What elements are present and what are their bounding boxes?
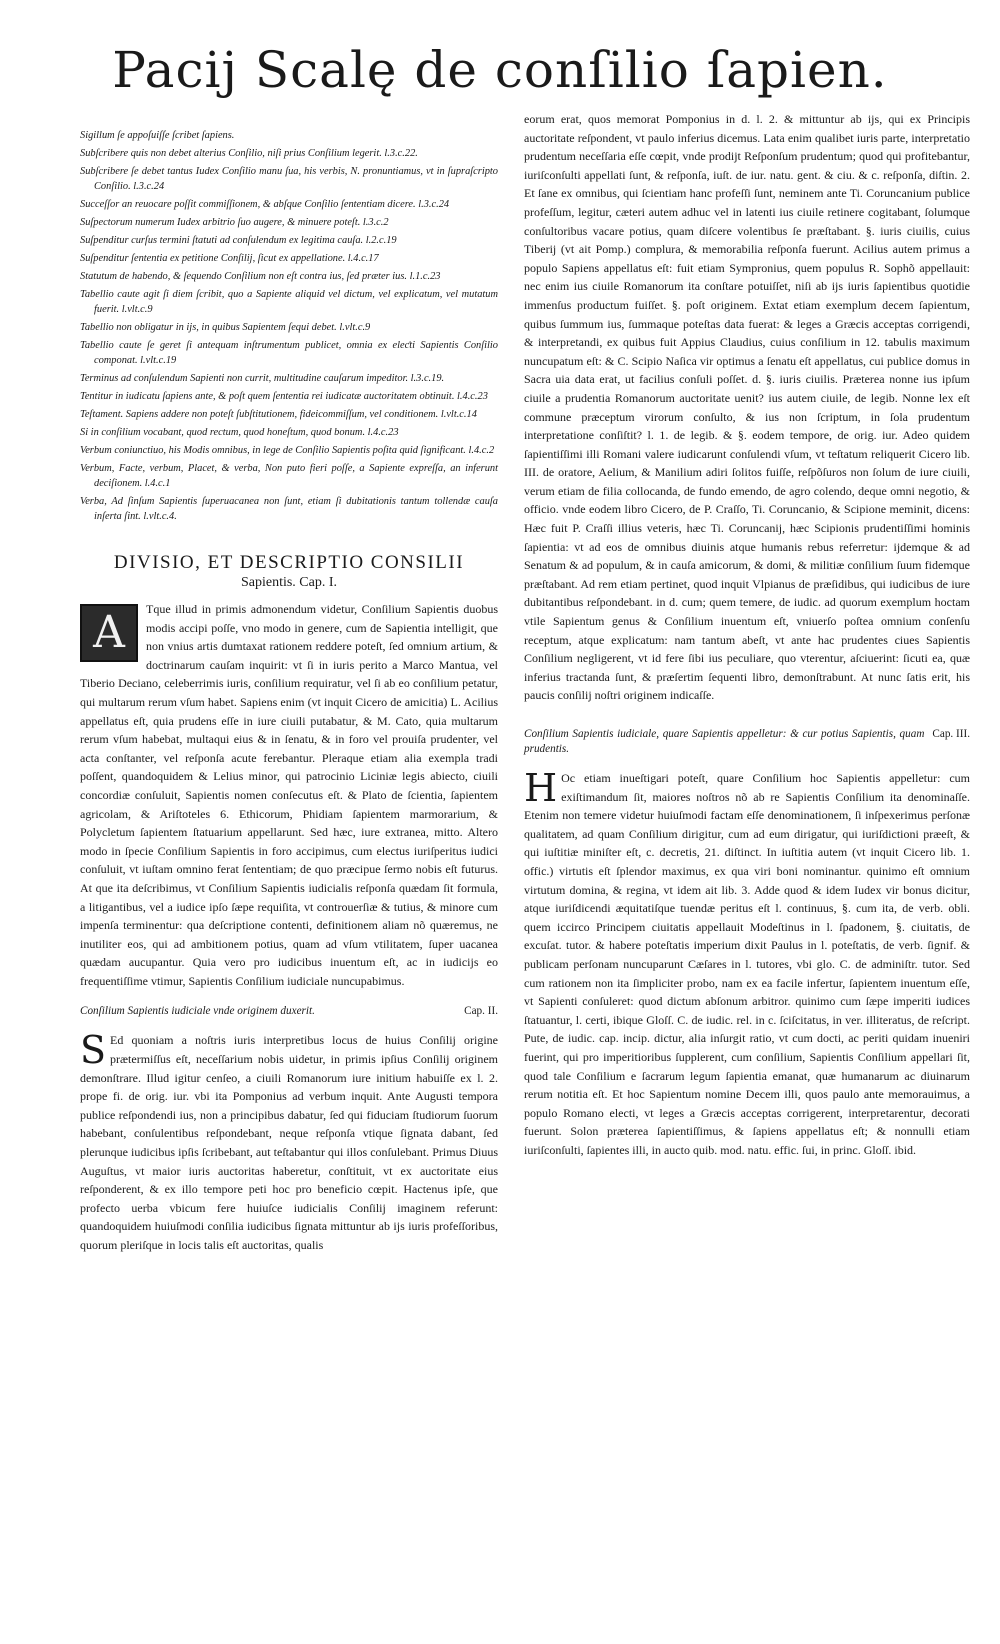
chapter-2-initial: S	[80, 1028, 107, 1073]
index-entry: Verbum, Facte, verbum, Placet, & verba, Non puto fieri poſſe, a Sapiente expreſſa, an inferunt deciſionem. l.4.c.1	[80, 463, 498, 489]
index-entry: Suſpenditur curſus termini ſtatuti ad conſulendum ex legitima cauſa. l.2.c.19	[80, 235, 397, 246]
running-title: Pacij Scalę de conſilio ſapien.	[112, 41, 888, 99]
index-entry: Tentitur in iudicatu ſapiens ante, & poſt quem ſententia rei iudicatæ auctoritatem obtinuit. l.4.c.23	[80, 391, 488, 402]
section-heading: DIVISIO, ET DESCRIPTIO CONSILII	[113, 552, 465, 573]
chapter-3-initial: H	[524, 766, 558, 810]
index-entry: Statutum de habendo, & ſequendo Conſilium non eſt contra ius, ſed præter ius. l.1.c.23	[80, 271, 441, 282]
subject-index	[80, 128, 498, 524]
index-entry: Terminus ad conſulendum Sapienti non currit, multitudine cauſarum impeditor. l.3.c.19.	[80, 373, 445, 384]
chapter-1-text: Tque illud in primis admonendum videtur, Conſilium Sapientis duobus modis accipi poſſe, vno modo in genere, cum de Sapientia intelligit, que non vnius artis dumtaxat rationem reddere poteſt, ſed omnium artium, & doctrinarum cauſam inquirit: vt ſi in iuris perito a Marco Mantua, vel Tiberio Deciano, celeberrimis iuris, conſilium requiratur, vel ſi ab eo conſilium petatur, qui multarum rerum vſum habet. Sapiens enim (vt inquit Cicero de amicitia) L. Acilius appellatus eſt, quia prudens eſſe in iure ciuili putabatur, & M. Cato, quia multarum rerum vſum habebat, multaqui eius & in ſenatu, & in foro vel prouiſa prudenter, vel acta conſtanter, vel reſponſa acute ferebantur. Pleraque etiam alia exempla tradi poſſent, quandoquidem & Lelius minor, qui patrocinio Liciniæ legis abiecto, ciuili concordiæ conſuluit, Sapientis nomen conſecutus eſt. & Plato de ſcientia, ſapientem agricolam, & Ariſtoteles 6. Ethicorum, Phidiam ſapientem marmorarium, & Polycletum ſapientem ſtatuarium appellarunt. Sed hæc, iure extranea, mitto. Altero modo in ſpecie Conſilium Sapientis in foro accipimus, cum electus iuriſperitus iudici conſuluit, vt iuſtam omnino ferat ſententiam; de quo præcipue ſermo nobis eſt futurus. At que ita deſcribimus, vt Conſilium Sapientis iudicialis reſponſa quædam ſit formula, a litigantibus, vel a iudice ipſo ſæpe requiſita, vt controuerſiæ & tutius, & minore cum impenſa terminentur: qua deſcriptione contenti, definitionem aliam nõ quæremus, ne inutiliter eos, qui ad ambitionem potius, quam ad vſum vtilitatem, ſuper uacanea quædam aucupantur. Quia vero pro iudicibus inuentum eſt, ac in iudicijs eo frequentiſſime vtimur, Sapientis Conſilium iudiciale nuncupabimus.	[80, 602, 498, 988]
chapter-2-title: Conſilium Sapientis iudiciale vnde originem duxerit.	[80, 1005, 315, 1018]
chapter-2-text: Ed quoniam a noſtris iuris interpretibus locus de huius Conſilij origine prætermiſſus eſt, neceſſarium nobis uidetur, in primis ipſius Conſilij originem demonſtrare. Illud igitur cenſeo, a ciuili Romanorum iure initium habuiſſe ex l. 2. prope fi. de orig. iur. vbi ita Pomponius ad verbum inquit. Ante Augusti tempora publice reſpondendi ius, non a principibus dabatur, ſed qui fiduciam ſtudiorum ſuorum habebant, conſulentibus reſpondebant, neque reſponſa vtique ſignata dabant, ſed plerunque iudicibus ipſis ſcribebant, aut teſtabantur qui illos conſulebant. Primus Diuus Auguſtus, vt maior iuris auctoritas haberetur, conſtituit, vt ex auctoritate eius reſponderent, & ex illo tempore peti hoc pro beneficio cœpit. Hactenus ipſe, que profecto uerba vbicum fere huiuſce iudicialis Conſilij imaginem referunt: quandoquidem huiuſmodi conſilia iudicibus ſignata mittuntur ab ijs iuris profeſſoribus, quorum pleriſque in locis talis eſt auctoritas, qualis	[80, 1033, 498, 1252]
chapter-2-block	[80, 1028, 498, 1254]
index-entry: Teſtament. Sapiens addere non poteſt ſubſtitutionem, fideicommiſſum, vel conditionem. l.vlt.c.14	[80, 409, 477, 420]
index-entry: Tabellio caute agit ſi diem ſcribit, quo a Sapiente aliquid vel dictum, vel explicatum, vel mutatum fuerit. l.vlt.c.9	[80, 289, 498, 315]
index-entry: Tabellio caute ſe geret ſi antequam inſtrumentum publicet, omnia ex eleƈti Sapientis Conſilio componat. l.vlt.c.19	[80, 340, 498, 366]
index-entry: Subſcribere quis non debet alterius Conſilio, niſi prius Conſilium legerit. l.3.c.22.	[80, 148, 418, 159]
index-entry: Tabellio non obligatur in ijs, in quibus Sapientem ſequi debet. l.vlt.c.9	[80, 322, 371, 333]
drop-cap-letter: A	[93, 607, 125, 658]
chapter-2-continuation-text: eorum erat, quos memorat Pomponius in d. l. 2. & mittuntur ab ijs, qui ex Principis auctoritate reſpondent, vt paulo inferius dicemus. Lata enim qualibet iuris parte, interpretatio prudentum neceſſaria eſſe cœpit, vnde prodijt Reſponſum prudentum; quod qui profitebantur, iuriſconſulti appellati ſunt, & reſponſa, iuſt. de iur. natu. gent. & ciu. & c. reſponſa, diſtin. 2. Et ſane ex omnibus, qui ſcientiam hanc profeſſi ſunt, neminem ante Ti. Coruncanium publice profeſſum, legitur, cæteri autem adhuc vel in latenti ius ciuile retinere cogitabant, ſolumque conſultoribus vacare potius, quam diſcere volentibus ſe præſtabant. §. iuris ciuilis, cuius Tiberij (vt ait Pomp.) complura, & memorabilia reſponſa fuerunt. Acilius autem primus a populo Sapiens appellatus eſt: fuit etiam Sympronius, quem populus R. Sophõ appellauit: nec enim ius ciuile Romanorum ita conſtare potuiſſet, niſi ab ijs iuris ſapientibus quotidie immenſus productum fuiſſet. §. poſt originem. Extat etiam exemplum decem ſapientum, quibus ſummum ius, ſummaque poteſtas data fuerat: & leges a Græcis acceptas corrigendi, & interpretandi, ex quibus fuit Appius Claudius, cuius conſilium in 12. tabulis maximum nuncupatum eſt: & C. Scipio Naſica vir optimus a ſenatu eſt appellatus, cui publice domus in Sacra uia data erat, ut facilius conſuli poſſet. d. §. iuris ciuilis. Præterea nonne ius ipſum ciuile a prudentia Romanorum auctoritate uenit? ius autem ciuile, de legib. Nonne lex eſt commune præceptum virorum conſulto, & ius non ſcriptum, in ſola prudentum interpretatione conſiſtit? l. 1. de legib. & §. eodem tempore, de orig. iur. Adeo quidem ſapientiſſimi illi Romani valere iudicarunt conſulendi vſum, vt teſtatum reliquerit Cicero lib. III. de oratore, Aelium, & Manilium adiri ſolitos fuiſſe, reſpõſuros non ſolum de iure ciuili, verum etiam de filia collocanda, de fundo emendo, de agro colendo, deque omni negotio, & officio. vnde eodem libro Cicero, de P. Craſſo, Ti. Coruncanio, & Scipione meminit, dicens: Hæc fuit P. Craſſi illius veteris, hæc Ti. Coruncanij, hæc Scipionis prudentiſſimi hominis ſapientia: vt ad eos de omnibus diuinis atque humanis rebus referretur: ijdemque & ad Senatum & ad populum, & in cauſa amicorum, & domi, & militiæ conſilium ſuum fidemque præſtabant. Ad rem etiam pertinet, quod inquit Vlpianus de præſidibus, qui iudicibus de iure dubitantibus reſpondebant. in d. cum; quem temere, de iudic. ad quorum exemplum hoctam vtile Sapientum genus & Conſilium inuentum eſt, vniuerſo poſtea omnium conſenſu receptum, atque explicatum: nam tantum abeſt, vt ante hac prudentes ciues Sapientis Conſilium negligerent, vt id fere ſibi ius peculiare, quo vterentur, aſciuerint: ſicuti ea, quæ inferius tractanda ſunt, & præſertim ſequenti libro, demonſtrabunt. At nunc ſatis erit, his paucis conſilij noſtri originem indicaſſe.	[524, 112, 970, 703]
chapter-3-block	[524, 766, 970, 1159]
index-entry: Suſpenditur ſententia ex petitione Conſilij, ſicut ex appellatione. l.4.c.17	[80, 253, 379, 264]
left-column	[80, 128, 498, 1255]
right-column	[524, 110, 970, 1159]
index-entry: Succeſſor an reuocare poſſit commiſſionem, & abſque Conſilio ſententiam dicere. l.3.c.24	[80, 199, 450, 210]
chapter-3-text: Oc etiam inueſtigari poteſt, quare Conſilium hoc Sapientis appelletur: cum exiſtimandum ſit, maiores noſtros nõ ab re Sapientis Conſilium ita denominaſſe. Etenim non temere videtur huiuſmodi factam eſſe denominationem, ſi inſpexerimus perſonæ qualitatem, ad quam Conſilium dirigitur, cum ad eum dirigatur, qui iuriſdictioni præeſt, & qui iuſtitiæ miniſter eſt, c. decretis, 21. diſtinct. In iuſtitia autem (vt inquit Cicero lib. 1. offic.) virtutis eſt ſplendor maximus, ex qua viri boni nominantur. quinimo eſt omnium virtutum domina, & regina, vt idem ait lib. 3. Adde quod & idem Iudex vir bonus dicitur, atque iuriſdicendi æquitatiſque tuendæ peritus eſt l. continuus, §. cum ita, de verb. obli. quem iccirco Principem ciuitatis appellauit Modeſtinus in l. ſpadonem, §. ciuitatis, de excuſat. tutor. & habere poteſtatis imperium dixit Paulus in l. poteſtatis, de verb. ſignif. & publicam perſonam nuncuparunt Cæſares in l. tutores, vbi glo. C. de adminiſtr. tutor. Sed cum rationem non ita ſimpliciter probo, nam ex ea facile infertur, ſapientem inuentum eſſe, vt Sapienti conſuleret: quod dictum abſonum arbitror. quinimo cum ſæpe imperiti iudices ſtatuantur, l. certi, ibique Gloſſ. C. de iudic. rel. in c. ſciſcitatus, in ver. illiteratus, de reſcript. Pute, de iudic. cap. incip. dictur, alia inſurgit ratio, vt cum docti, ac periti quidam inueniri fuerint, qui pro imperitioribus ſupplerent, cum conſilium, Sapientis Conſilium appellari ſit, quod tale Conſilium e ſacrarum legum ſapientia emanat, quæ humanarum ac diuinarum rerum notitia eſt. Et hoc Sapientum nomine Decem illi, quos paulo ante memorauimus, a populo Romano electi, vt leges a Græcis acceptas corrigerent, interpretarentur, decorati fuerunt. Solon præterea ſapientiſſimus, & ſapiens appellatus eſt; & nonnulli etiam iuriſconſulti, ſapientes illi, in aucto quib. mod. natu. effic. ſui, in princ. Gloſſ. ibid.	[524, 771, 970, 1157]
index-entry: Si in conſilium vocabant, quod rectum, quod honeſtum, quod bonum. l.4.c.23	[80, 427, 399, 438]
section-subheading: Sapientis. Cap. I.	[240, 575, 338, 590]
index-entry: Subſcribere ſe debet tantus Iudex Conſilio manu ſua, his verbis, N. pronuntiamus, vt in ſupraſcripto Conſilio. l.3.c.24	[80, 166, 498, 192]
index-entry: Suſpectorum numerum Iudex arbitrio ſuo augere, & minuere poteſt. l.3.c.2	[80, 217, 389, 228]
chapter-3-number: Cap. III.	[932, 728, 970, 740]
chapter-3-title: Conſilium Sapientis iudiciale, quare Sapientis appelletur: & cur potius Sapientis, quam prudentis.	[524, 728, 925, 755]
chapter-2-number: Cap. II.	[464, 1005, 498, 1018]
ornamental-drop-cap	[80, 604, 138, 662]
chapter-2-heading	[80, 1004, 498, 1019]
chapter-1-block	[80, 600, 498, 990]
index-entry: Verbum coniunctiuo, his Modis omnibus, in lege de Conſilio Sapientis poſita quid ſignificant. l.4.c.2	[80, 445, 495, 456]
chapter-3-heading	[524, 727, 970, 757]
index-entry: Verba, Ad ſinſum Sapientis ſuperuacanea non ſunt, etiam ſi dubitationis tantum tollendæ cauſa inſerta ſint. l.vlt.c.4.	[80, 496, 498, 522]
index-entry: Sigillum ſe appoſuiſſe ſcribet ſapiens.	[80, 130, 235, 141]
